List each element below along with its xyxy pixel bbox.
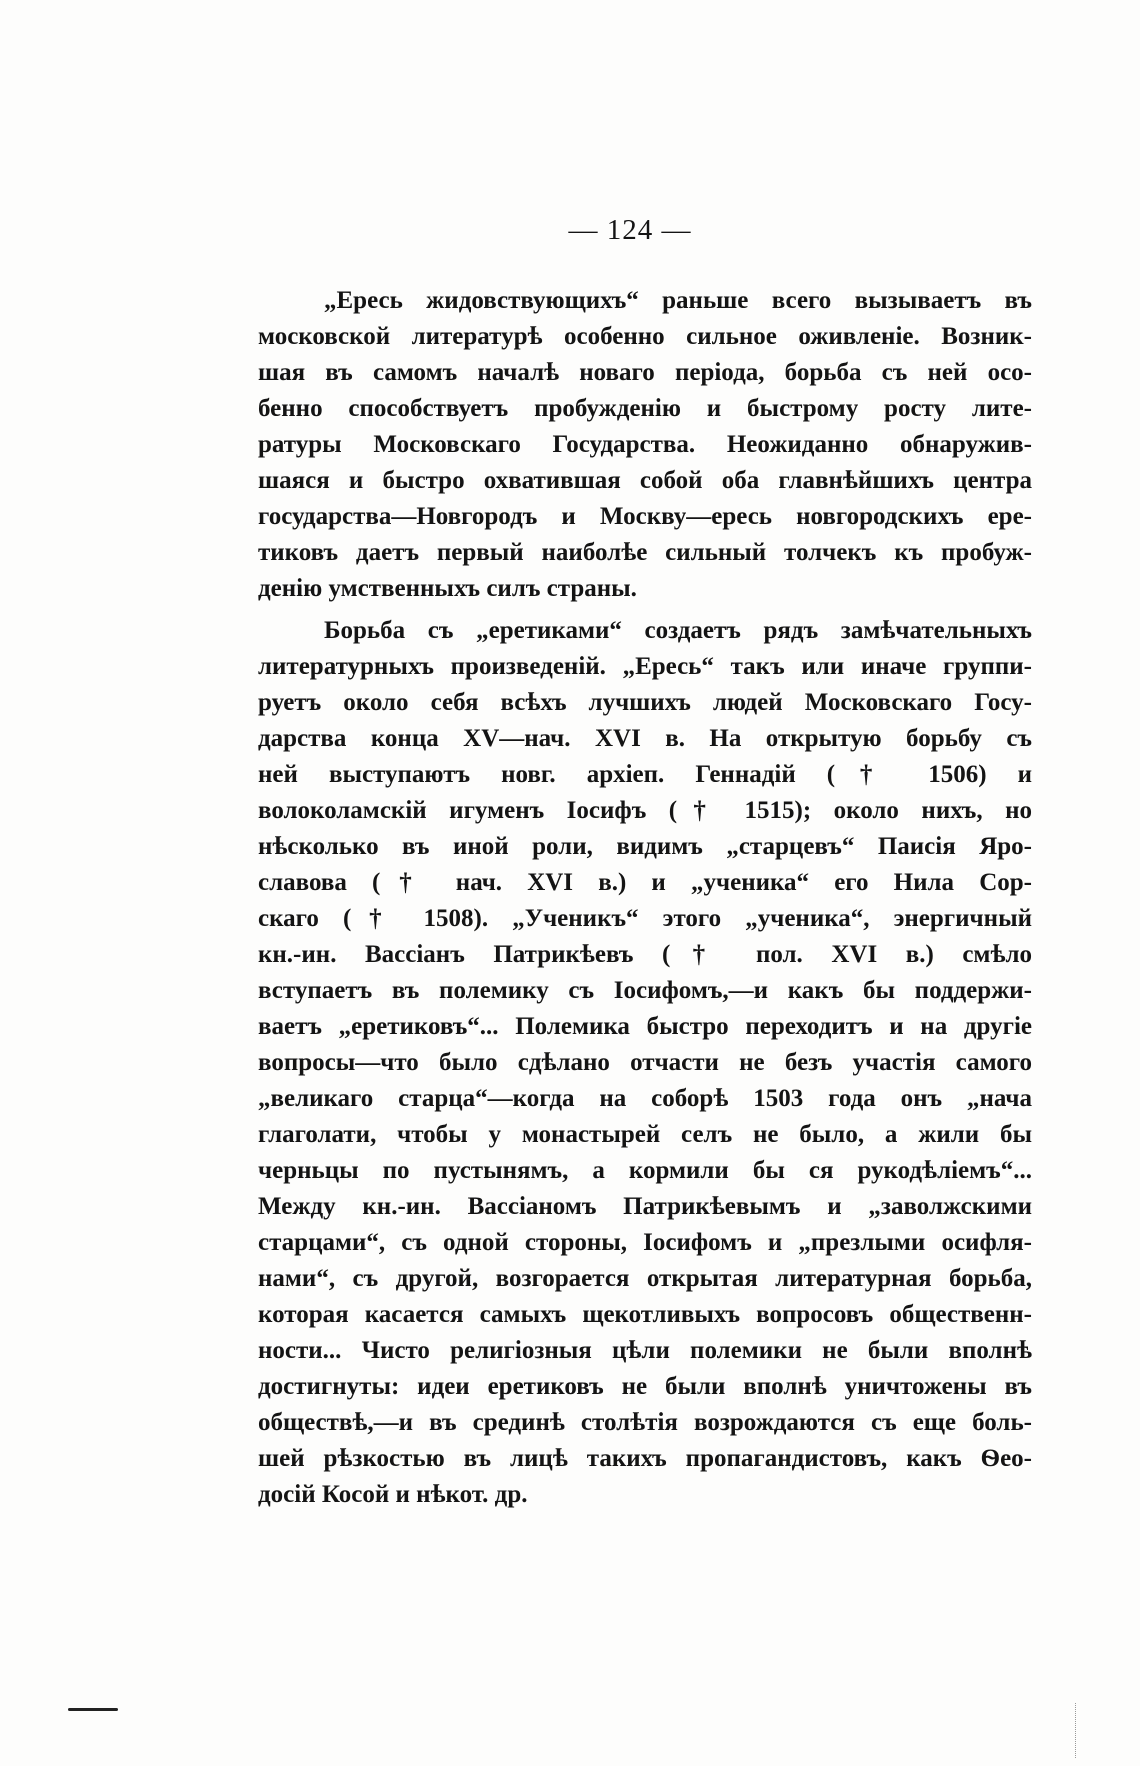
- text-line: Борьба съ „еретиками“ создаетъ рядъ замѣчательныхъ: [324, 617, 1032, 644]
- text-line: государства—Новгородъ и Москву—ересь новгородскихъ ере-: [258, 503, 1032, 530]
- text-line: шаяся и быстро охватившая собой оба главнѣйшихъ центра: [258, 467, 1032, 494]
- text-line: литературныхъ произведеній. „Ересь“ такъ или иначе группи-: [258, 653, 1032, 680]
- text-line: черньцы по пустынямъ, а кормили бы ся рукодѣліемъ“...: [258, 1157, 1032, 1184]
- text-line: ности... Чисто религіозныя цѣли полемики не были вполнѣ: [258, 1337, 1032, 1364]
- text-line: волоколамскій игуменъ Іосифъ († 1515); около нихъ, но: [258, 797, 1032, 824]
- paragraph-struggle: [258, 613, 1032, 1513]
- text-line: нами“, съ другой, возгорается открытая литературная борьба,: [258, 1265, 1032, 1292]
- text-line: глаголати, чтобы у монастырей селъ не было, а жили бы: [258, 1121, 1032, 1148]
- text-line: „Ересь жидовствующихъ“ раньше всего вызываетъ въ: [324, 287, 1032, 314]
- text-line: „великаго старца“—когда на соборѣ 1503 года онъ „нача: [258, 1085, 1032, 1112]
- text-line: нѣсколько въ иной роли, видимъ „старцевъ“ Паисія Яро-: [258, 833, 1032, 860]
- text-line: досій Косой и нѣкот. др.: [258, 1481, 528, 1508]
- text-line: обществѣ,—и въ срединѣ столѣтія возрождаются съ еще боль-: [258, 1409, 1032, 1436]
- scan-edge-mark: [1075, 1703, 1078, 1758]
- text-line: кн.-ин. Вассіанъ Патрикѣевъ († пол. XVI в.) смѣло: [258, 941, 1032, 968]
- page-number: — 124 —: [568, 214, 692, 246]
- text-line: ратуры Московскаго Государства. Неожиданно обнаружив-: [258, 431, 1032, 458]
- text-line: шая въ самомъ началѣ новаго періода, борьба съ ней осо-: [258, 359, 1032, 386]
- footer-rule: [68, 1708, 118, 1711]
- text-line: московской литературѣ особенно сильное оживленіе. Возник-: [258, 323, 1032, 350]
- text-line: старцами“, съ одной стороны, Іосифомъ и „презлыми осифля-: [258, 1229, 1032, 1256]
- text-line: шей рѣзкостью въ лицѣ такихъ пропагандистовъ, какъ Ѳео-: [258, 1445, 1032, 1472]
- text-line: дарства конца XV—нач. XVI в. На открытую борьбу съ: [258, 725, 1032, 752]
- text-line: Между кн.-ин. Вассіаномъ Патрикѣевымъ и „заволжскими: [258, 1193, 1032, 1220]
- text-line: скаго († 1508). „Ученикъ“ этого „ученика“, энергичный: [258, 905, 1032, 932]
- text-line: славова († нач. XVI в.) и „ученика“ его Нила Сор-: [258, 869, 1032, 896]
- text-line: бенно способствуетъ пробужденію и быстрому росту лите-: [258, 395, 1032, 422]
- paragraph-heresy-intro: [258, 283, 1032, 607]
- text-line: достигнуты: идеи еретиковъ не были вполнѣ уничтожены въ: [258, 1373, 1032, 1400]
- text-line: тиковъ даетъ первый наиболѣе сильный толчекъ къ пробуж-: [258, 539, 1032, 566]
- text-line: денію умственныхъ силъ страны.: [258, 575, 637, 602]
- body-text: [258, 283, 1032, 1519]
- text-line: руетъ около себя всѣхъ лучшихъ людей Московскаго Госу-: [258, 689, 1032, 716]
- text-line: вопросы—что было сдѣлано отчасти не безъ участія самого: [258, 1049, 1032, 1076]
- text-line: ней выступаютъ новг. архіеп. Геннадій († 1506) и: [258, 761, 1032, 788]
- text-line: ваетъ „еретиковъ“... Полемика быстро переходитъ и на другіе: [258, 1013, 1032, 1040]
- text-line: которая касается самыхъ щекотливыхъ вопросовъ общественн-: [258, 1301, 1032, 1328]
- text-line: вступаетъ въ полемику съ Іосифомъ,—и какъ бы поддержи-: [258, 977, 1032, 1004]
